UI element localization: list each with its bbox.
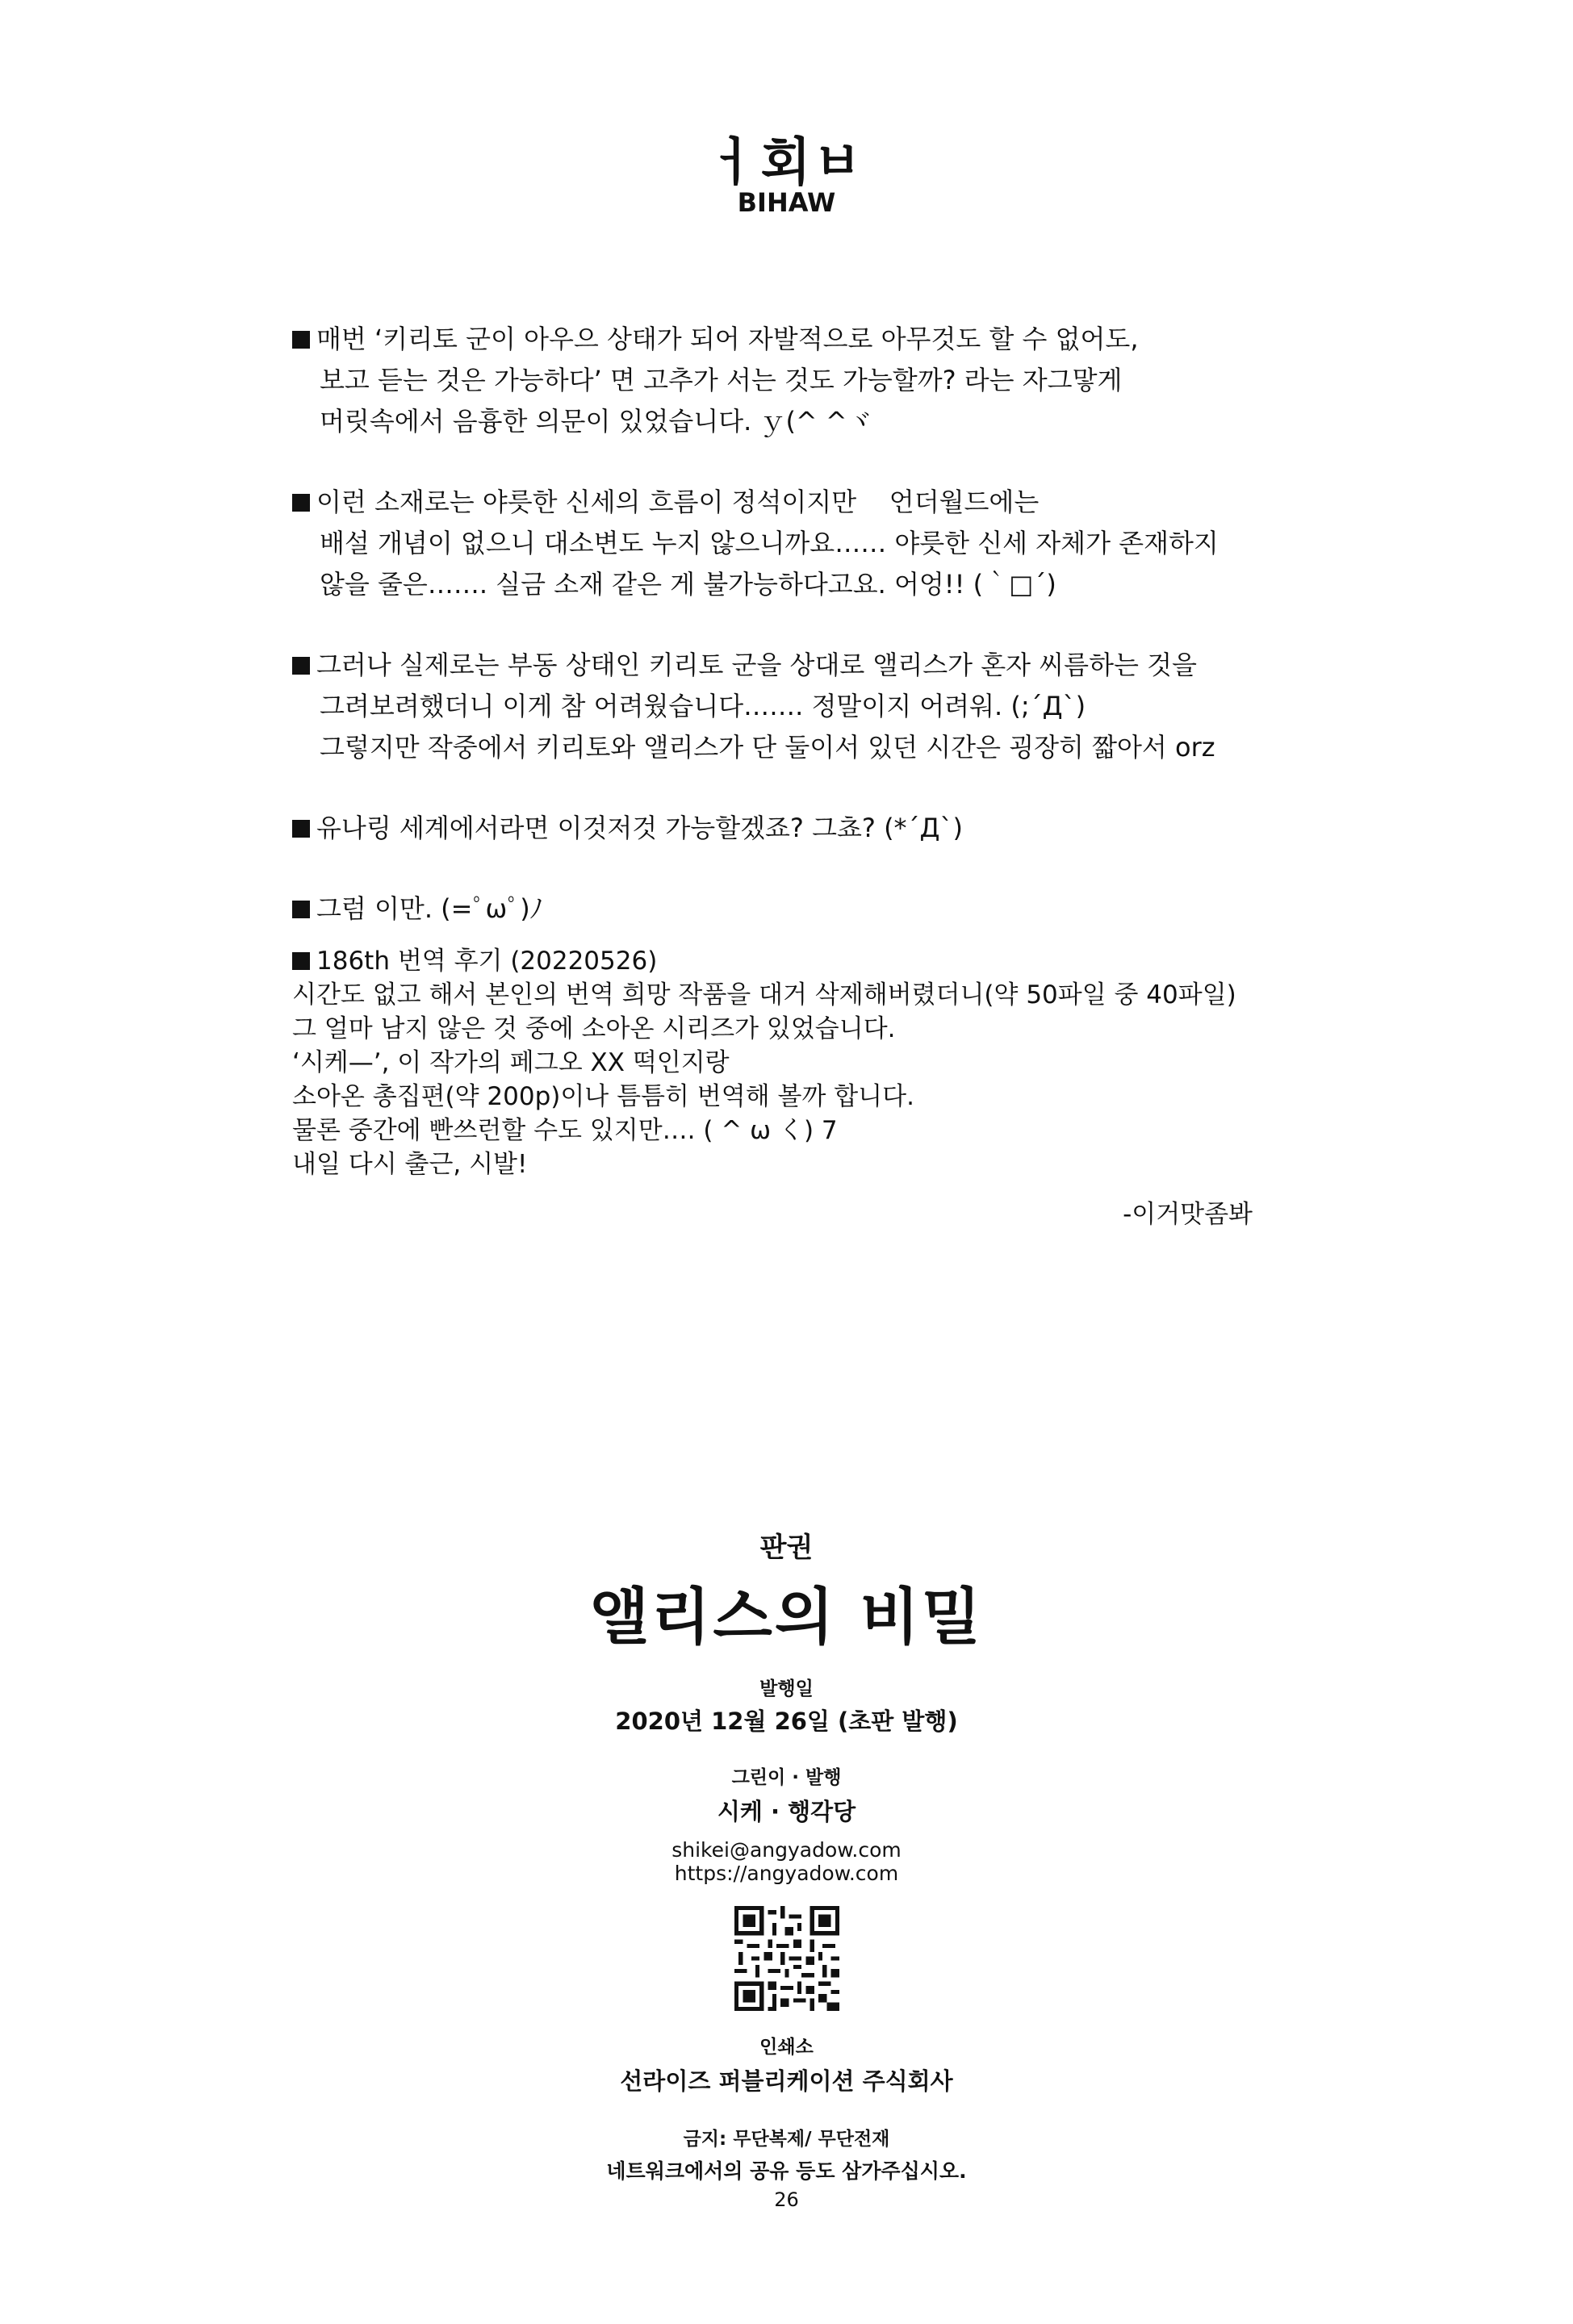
circle-logo: ㅓ회ㅂ [709,133,864,193]
note-block [292,808,1341,849]
date-label: 발행일 [759,1678,814,1699]
printer: 선라이즈 퍼블리케이션 주식회사 [620,2067,953,2095]
note-line [292,482,1341,523]
share-warning: 네트워크에서의 공유 등도 삼가주십시오. [606,2159,967,2183]
website-url: https://angyadow.com [674,1862,899,1885]
note-line: 머릿속에서 음흉한 의문이 있었습니다. ｙ(^ ^ヾ [320,406,873,437]
circle-logo-subtitle: BIHAW [737,187,836,218]
note-block [292,888,1341,930]
note-line [292,645,1341,686]
qr-code-icon [734,1906,839,2011]
note-line [292,319,1341,360]
translator-note [292,944,1341,1231]
note-line: 배설 개념이 없으니 대소변도 누지 않으니까요…… 야릇한 신세 자체가 존재하지 [320,528,1219,558]
bullet-square-icon [292,901,310,918]
translator-signature: -이거맛좀봐 [1123,1200,1253,1229]
bullet-square-icon [292,657,310,675]
qr-code-wrapper [0,1906,1573,2011]
colophon-label: 판권 [759,1532,814,1564]
author-label: 그린이 · 발행 [731,1767,842,1788]
translator-heading-text: 186th 번역 후기 (20220526) [316,947,658,976]
translator-heading [292,944,1341,978]
note-text: 매번 ‘키리토 군이 아우으 상태가 되어 자발적으로 아무것도 할 수 없어도, [316,324,1139,354]
translator-line: 소아온 총집편(약 200p)이나 틈틈히 번역해 볼까 합니다. [292,1082,914,1111]
colophon [0,1525,1573,2184]
note-line [292,808,1341,849]
book-title: 앨리스의 비밀 [589,1581,984,1653]
note-text: 그러나 실제로는 부동 상태인 키리토 군을 상대로 앨리스가 혼자 씨름하는 것을 [316,650,1197,680]
translator-line: 시간도 없고 해서 본인의 번역 희망 작품을 대거 삭제해버렸더니(약 50파일 중 40파일) [292,980,1236,1009]
bullet-square-icon [292,952,310,970]
note-line [292,888,1341,930]
copy-warning: 금지: 무단복제/ 무단전재 [683,2129,890,2150]
author-notes [292,319,1341,930]
printer-label: 인쇄소 [759,2037,814,2058]
translator-line: 그 얼마 남지 않은 것 중에 소아온 시리즈가 있었습니다. [292,1014,896,1043]
note-line: 않을 줄은……. 실금 소재 같은 게 불가능하다고요. 어엉!! (｀□´) [320,569,1056,600]
translator-line: 물론 중간에 빤쓰런할 수도 있지만…. ( ^ ω く) 7 [292,1116,838,1145]
author: 시케 · 행각당 [717,1798,856,1825]
bullet-square-icon [292,331,310,349]
note-text: 이런 소재로는 야릇한 신세의 흐름이 정석이지만 언더월드에는 [316,487,1040,517]
note-text: 그럼 이만. (=ﾟωﾟ)ﾉ [316,893,543,924]
translator-line: ‘시케—’, 이 작가의 페그오 XX 떡인지랑 [292,1048,730,1077]
note-block [292,319,1341,442]
bullet-square-icon [292,820,310,838]
translator-line: 내일 다시 출근, 시발! [292,1150,528,1179]
note-line: 보고 듣는 것은 가능하다’ 면 고추가 서는 것도 가능할까? 라는 자그맣게 [320,365,1123,395]
note-text: 유나링 세계에서라면 이것저것 가능할겠죠? 그쵸? (*´Д`) [316,813,964,843]
bullet-square-icon [292,494,310,512]
note-line: 그려보려했더니 이게 참 어려웠습니다……. 정말이지 어려워. (;´Д`) [320,691,1086,721]
note-line: 그렇지만 작중에서 키리토와 앨리스가 단 둘이서 있던 시간은 굉장히 짧아서 orz [320,732,1215,763]
note-block [292,645,1341,768]
page-number: 26 [774,2188,799,2211]
email: shikei@angyadow.com [671,1838,902,1862]
note-block [292,482,1341,605]
publish-date: 2020년 12월 26일 (초판 발행) [615,1707,958,1735]
